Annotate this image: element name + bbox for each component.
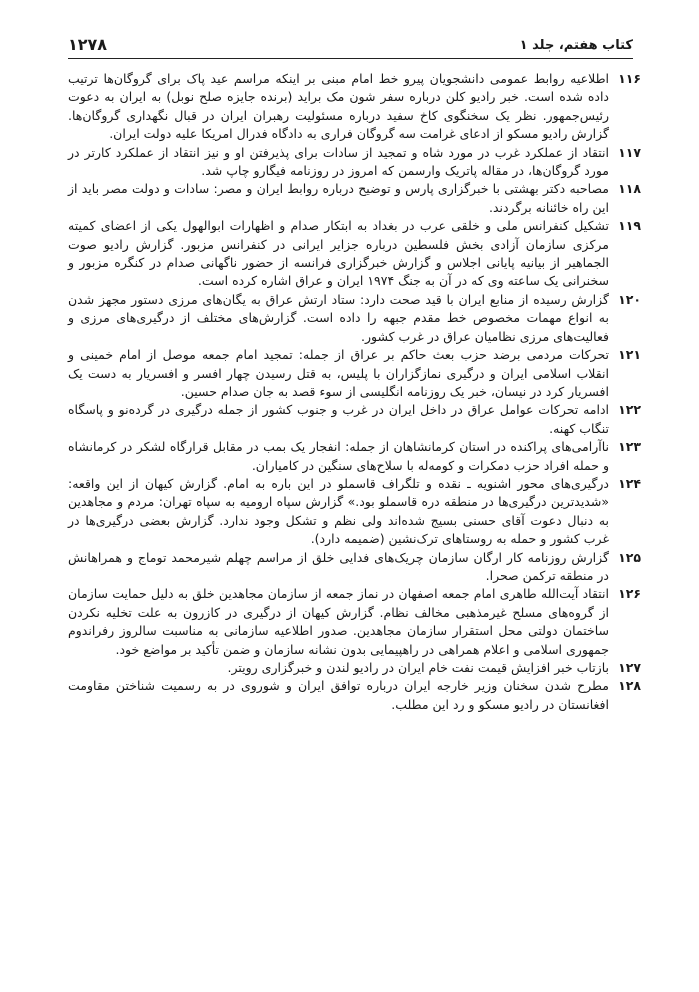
list-item bbox=[68, 585, 641, 659]
item-number: ۱۱۷ bbox=[618, 144, 641, 160]
item-number: ۱۲۰ bbox=[618, 291, 641, 307]
item-text: مطرح شدن سخنان وزیر خارجه ایران درباره توافق ایران و شوروی در به رسمیت شناختن مقاومت افغانستان در رادیو مسکو و رد این مطلب. bbox=[68, 678, 609, 712]
item-text: انتقاد آیت‌الله طاهری امام جمعه اصفهان در نماز جمعه از سازمان مجاهدین خلق به دلیل حمایت سازمان از گروه‌های مسلح غیرمذهبی مخالف نظام. گزارش کیهان از درگیری در کازرون به علت تخلیه نکردن ساختمان دولتی محل استقرار سازمان مجاهدین. صدور اطلاعیه سازمانی به مناسبت سالروز رفراندوم جمهوری اسلامی و اعلام همراهی در راهپیمایی بدون نشانه سازمان و ضمن تأکید بر مواضع خود. bbox=[68, 586, 609, 657]
list-item bbox=[68, 346, 641, 401]
list-item bbox=[68, 180, 641, 217]
item-number: ۱۱۸ bbox=[618, 181, 641, 197]
item-text: اطلاعیه روابط عمومی دانشجویان پیرو خط امام مبنی بر اینکه مراسم عید پاک برای گروگان‌ها ترتیب داده شده است. خبر رادیو کلن درباره سفر شون مک براید (برنده جایزه صلح نوبل) به ایران به دعوت رئیس‌جمهور. نظر یک سخنگوی کاخ سفید درباره مسئولیت رهبران ایران در قبال نگهداری گروگان‌ها. گزارش رادیو مسکو از ادعای غرامت سه گروگان فراری به دادگاه فدرال امریکا علیه دولت ایران. bbox=[68, 71, 609, 142]
list-item bbox=[68, 70, 641, 144]
list-item bbox=[68, 659, 641, 677]
item-number: ۱۲۷ bbox=[618, 660, 641, 675]
item-text: ناآرامی‌های پراکنده در استان کرمانشاهان از جمله: انفجار یک بمب در مقابل قرارگاه لشکر در کرمانشاه و حمله افراد حزب دمکرات و کومەله با سلاح‌های سنگین در کامیاران. bbox=[68, 439, 609, 473]
item-number: ۱۲۳ bbox=[618, 439, 641, 455]
book-title: کتاب هفتم، جلد ۱ bbox=[519, 38, 633, 53]
item-text: گزارش روزنامه کار ارگان سازمان چریک‌های فدایی خلق از مراسم چهلم شیرمحمد توماج و همراهانش در منطقه ترکمن صحرا. bbox=[68, 549, 609, 583]
item-text: تشکیل کنفرانس ملی و خلقی عرب در بغداد به ابتکار صدام و اظهارات ابوالهول یکی از اعضای کمیته مرکزی سازمان آزادی بخش فلسطین درباره جزایر ایرانی در کنفرانس مزبور. گزارش رادیو صوت الجماهیر از بیانیه پایانی اجلاس و گزارش خبرگزاری فرانسه از حضور ناگهانی صدام در کنگره مزبور و سخنرانی یک ساعته وی که در آن به جنگ ۱۹۷۴ ایران و عراق اشاره کرده است. bbox=[68, 218, 609, 289]
item-number: ۱۲۱ bbox=[618, 347, 641, 363]
item-text: درگیری‌های محور اشنویه ـ نقده و تلگراف قاسملو در این باره به امام. گزارش کیهان از این واقعه: «شدیدترین درگیری‌ها در منطقه دره قاسملو بود.» گزارش سپاه ارومیه به سپاه تهران: مردم و مجاهدین به دنبال دعوت آقای حسنی بسیج شده‌اند ولی نظم و تشکل وجود ندارد. گزارش بعضی درگیری‌ها در غرب کشور و حمله به روستاهای ترک‌نشین (ضمیمه دارد). bbox=[68, 475, 609, 547]
item-number: ۱۲۵ bbox=[618, 549, 641, 565]
document-list bbox=[68, 70, 641, 714]
list-item bbox=[68, 144, 641, 181]
page-number: ۱۲۷۸ bbox=[68, 35, 108, 54]
list-item bbox=[68, 677, 641, 714]
list-item bbox=[68, 291, 641, 346]
list-item bbox=[68, 438, 641, 475]
list-item bbox=[68, 401, 641, 438]
item-text: مصاحبه دکتر بهشتی با خبرگزاری پارس و توضیح درباره روابط ایران و مصر: سادات و دولت مصر باید از این راه خائنانه برگردند. bbox=[68, 181, 609, 215]
list-item bbox=[68, 549, 641, 586]
item-number: ۱۲۶ bbox=[618, 586, 641, 602]
item-number: ۱۱۶ bbox=[618, 71, 641, 86]
item-number: ۱۱۹ bbox=[618, 218, 641, 234]
item-text: تحرکات مردمی برضد حزب بعث حاکم بر عراق از جمله: تمجید امام جمعه موصل از امام خمینی و انقلاب اسلامی ایران و درگیری نمازگزاران با پلیس، به قتل رسیدن چهار افسر و افسریار به دست یک افسریار کرد در نیسان، خبر یک روزنامه انگلیسی از سوء قصد به جان صدام حسین. bbox=[68, 347, 609, 399]
list-item bbox=[68, 475, 641, 549]
page-header bbox=[68, 28, 633, 59]
item-text: انتقاد از عملکرد غرب در مورد شاه و تمجید از سادات برای پذیرفتن او و نیز انتقاد از عملکرد کارتر در مورد گروگان‌ها، در مقاله پاتریک وارسمن که امروز در روزنامه فیگارو چاپ شد. bbox=[68, 144, 609, 179]
item-text: ادامه تحرکات عوامل عراق در داخل ایران در غرب و جنوب کشور از جمله درگیری در گردەنو و پاسگاه تنگاب کهنه. bbox=[68, 402, 609, 436]
item-number: ۱۲۸ bbox=[618, 678, 641, 694]
item-number: ۱۲۴ bbox=[618, 475, 641, 491]
item-number: ۱۲۲ bbox=[618, 402, 641, 418]
item-text: گزارش رسیده از منابع ایران با قید صحت دارد: ستاد ارتش عراق به یگان‌های مرزی دستور مجهز شدن به انواع مهمات مخصوص خط مقدم جبهه را داده است. گزارش‌های مختلف از درگیری‌های مرزی و فعالیت‌های مرزی نظامیان عراق در غرب کشور. bbox=[68, 291, 609, 344]
list-item bbox=[68, 217, 641, 291]
item-text: بازتاب خبر افزایش قیمت نفت خام ایران در رادیو لندن و خبرگزاری رویتر. bbox=[227, 660, 609, 675]
